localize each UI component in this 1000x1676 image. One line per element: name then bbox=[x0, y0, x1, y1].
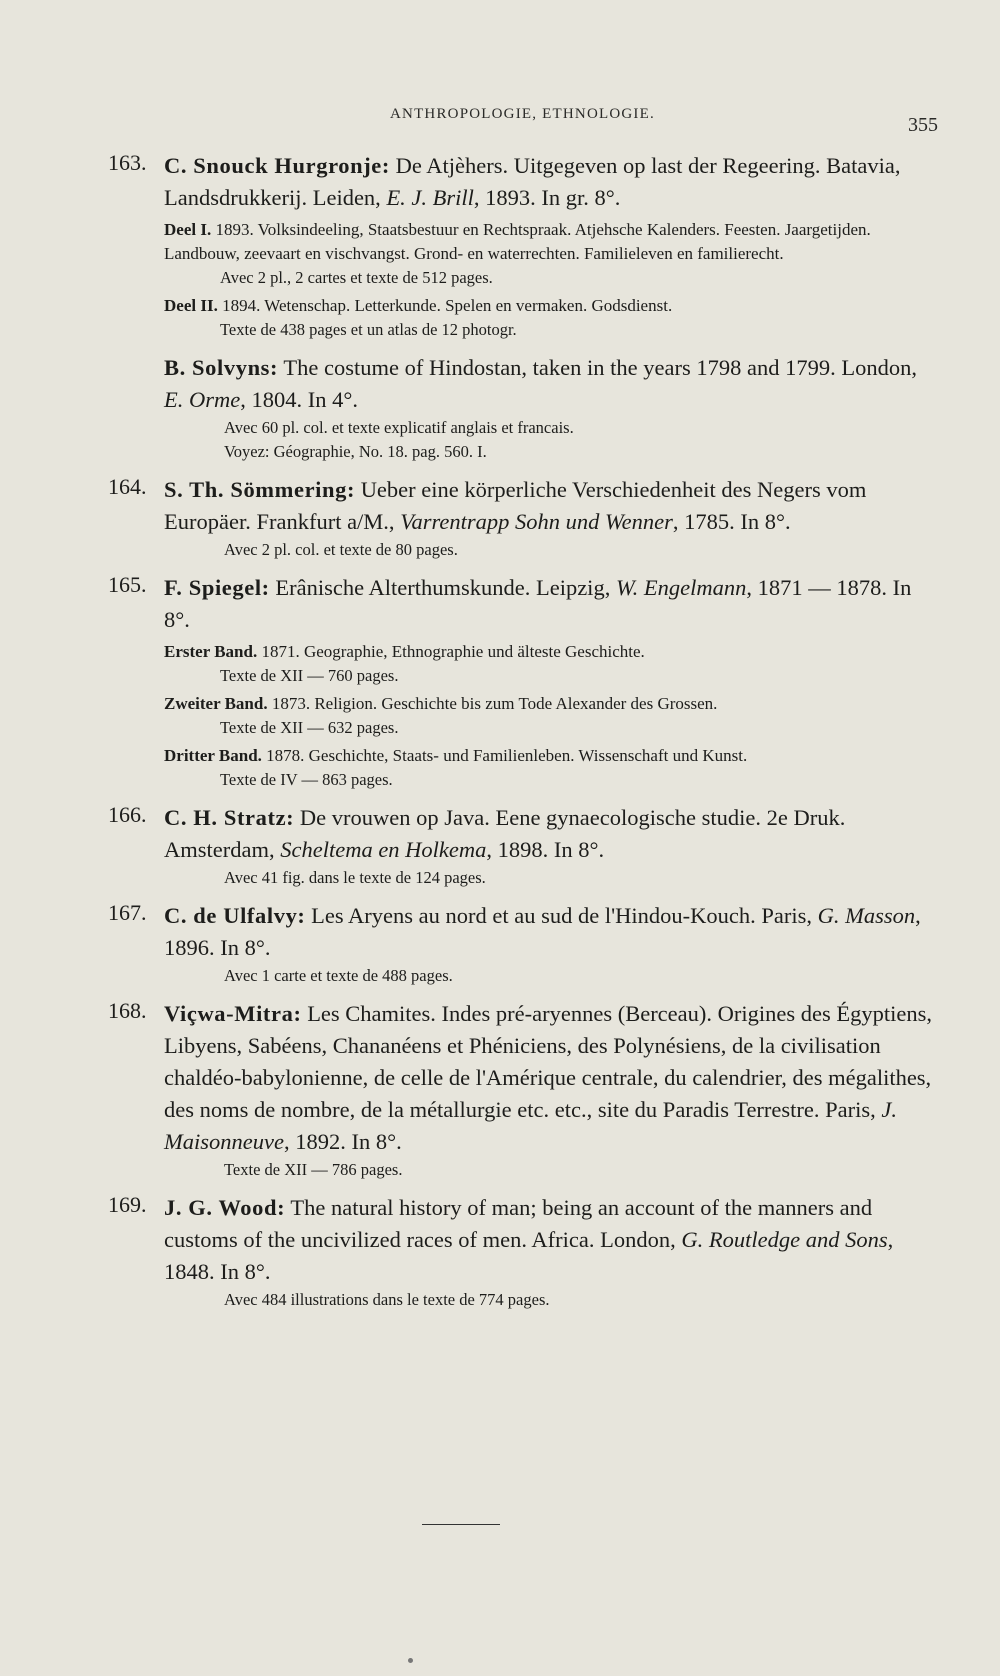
entry-author: C. Snouck Hurgronje: bbox=[164, 153, 390, 178]
entry-publisher: Varrentrapp Sohn und Wenner bbox=[400, 509, 673, 534]
entry-author: S. Th. Sömmering: bbox=[164, 477, 356, 502]
entry-note: Avec 60 pl. col. et texte explicatif anglais et francais. bbox=[224, 418, 574, 437]
entry-citation bbox=[164, 802, 938, 866]
bibliography-entry-169 bbox=[108, 1192, 938, 1312]
entry-author: Viçwa-Mitra: bbox=[164, 1001, 302, 1026]
entry-title: Les Chamites. Indes pré-aryennes (Berceau). Origines des Égyptiens, Libyens, Sabéens, Chananéens et Phéniciens, des Polynésiens, de la civilisation chaldéo-babylonienne, de celle de l'Amérique centrale, du calendrier, des mégalithes, des noms de nombre, de la métallurgie etc. etc., site du Paradis Terrestre. Paris, bbox=[164, 1001, 932, 1122]
entry-publisher: J. Maisonneuve bbox=[164, 1097, 898, 1154]
bibliography-entry-167 bbox=[108, 900, 938, 988]
volume-note: Texte de XII — 632 pages. bbox=[220, 718, 399, 737]
entry-number: 166. bbox=[108, 802, 147, 827]
section-separator-rule bbox=[422, 1524, 500, 1525]
volume-item bbox=[164, 692, 938, 740]
entry-note: Avec 2 pl. col. et texte de 80 pages. bbox=[224, 540, 458, 559]
entry-note: Avec 484 illustrations dans le texte de 774 pages. bbox=[224, 1290, 550, 1309]
volume-label: Deel I. bbox=[164, 220, 212, 239]
entry-title: Les Aryens au nord et au sud de l'Hindou-Kouch. Paris, bbox=[305, 903, 818, 928]
volume-label: Deel II. bbox=[164, 296, 218, 315]
entry-number: 164. bbox=[108, 474, 147, 499]
page-speck bbox=[408, 1658, 413, 1663]
entry-publisher: Scheltema en Holkema bbox=[280, 837, 487, 862]
entry-title: The costume of Hindostan, taken in the years 1798 and 1799. London, bbox=[278, 355, 917, 380]
entry-publisher: W. Engelmann bbox=[615, 575, 747, 600]
entry-imprint: , 1871 — 1878. In 8°. bbox=[164, 575, 912, 632]
entry-note: Voyez: Géographie, No. 18. pag. 560. I. bbox=[224, 442, 487, 461]
entry-citation bbox=[164, 572, 938, 636]
entry-author: C. H. Stratz: bbox=[164, 805, 295, 830]
volume-item bbox=[164, 640, 938, 688]
bibliography-entry-164 bbox=[108, 474, 938, 562]
entry-imprint: , 1893. In gr. 8°. bbox=[473, 185, 621, 210]
entry-publisher: E. Orme bbox=[164, 387, 241, 412]
volume-note: Texte de IV — 863 pages. bbox=[220, 770, 393, 789]
entry-author: F. Spiegel: bbox=[164, 575, 270, 600]
bibliography-entry-165 bbox=[108, 572, 938, 792]
volume-contents: 1871. Geographie, Ethnographie und älteste Geschichte. bbox=[257, 642, 645, 661]
bibliography-entry-168 bbox=[108, 998, 938, 1182]
bibliography-entry-163 bbox=[108, 150, 938, 342]
entry-publisher: G. Routledge and Sons bbox=[681, 1227, 888, 1252]
volume-label: Erster Band. bbox=[164, 642, 258, 661]
running-head: ANTHROPOLOGIE, ETHNOLOGIE. bbox=[390, 106, 655, 122]
bibliography-entries bbox=[108, 150, 938, 1322]
entry-citation bbox=[164, 998, 938, 1158]
entry-author: J. G. Wood: bbox=[164, 1195, 286, 1220]
volume-contents: 1873. Religion. Geschichte bis zum Tode Alexander des Grossen. bbox=[267, 694, 718, 713]
entry-number: 163. bbox=[108, 150, 147, 175]
entry-citation bbox=[164, 900, 938, 964]
entry-publisher: E. J. Brill bbox=[386, 185, 474, 210]
page-number: 355 bbox=[908, 114, 938, 136]
entry-number: 167. bbox=[108, 900, 147, 925]
entry-note: Texte de XII — 786 pages. bbox=[224, 1160, 403, 1179]
volume-note: Avec 2 pl., 2 cartes et texte de 512 pages. bbox=[220, 268, 493, 287]
volume-label: Zweiter Band. bbox=[164, 694, 268, 713]
entry-author: C. de Ulfalvy: bbox=[164, 903, 306, 928]
volume-note: Texte de XII — 760 pages. bbox=[220, 666, 399, 685]
entry-citation bbox=[164, 150, 938, 214]
entry-title: Ueber eine körperliche Verschiedenheit des Negers vom Europäer. Frankfurt a/M., bbox=[164, 477, 867, 534]
entry-imprint: , 1848. In 8°. bbox=[164, 1227, 894, 1284]
volume-note: Texte de 438 pages et un atlas de 12 photogr. bbox=[220, 320, 517, 339]
volume-contents: 1894. Wetenschap. Letterkunde. Spelen en vermaken. Godsdienst. bbox=[217, 296, 673, 315]
volume-item bbox=[164, 294, 938, 342]
entry-title: De vrouwen op Java. Eene gynaecologische studie. 2e Druk. Amsterdam, bbox=[164, 805, 846, 862]
volume-label: Dritter Band. bbox=[164, 746, 262, 765]
entry-title: Erânische Alterthumskunde. Leipzig, bbox=[269, 575, 616, 600]
entry-imprint: , 1896. In 8°. bbox=[164, 903, 921, 960]
volume-contents: 1878. Geschichte, Staats- und Familienleben. Wissenschaft und Kunst. bbox=[261, 746, 748, 765]
entry-number: 165. bbox=[108, 572, 147, 597]
entry-citation bbox=[164, 352, 938, 416]
entry-note: Avec 1 carte et texte de 488 pages. bbox=[224, 966, 453, 985]
entry-note: Avec 41 fig. dans le texte de 124 pages. bbox=[224, 868, 486, 887]
entry-imprint: , 1785. In 8°. bbox=[672, 509, 791, 534]
entry-citation bbox=[164, 474, 938, 538]
bibliography-entry-solvyns bbox=[108, 352, 938, 464]
entry-title: De Atjèhers. Uitgegeven op last der Regeering. Batavia, Landsdrukkerij. Leiden, bbox=[164, 153, 901, 210]
volume-item bbox=[164, 744, 938, 792]
entry-author: B. Solvyns: bbox=[164, 355, 279, 380]
entry-imprint: , 1892. In 8°. bbox=[283, 1129, 402, 1154]
entry-imprint: , 1804. In 4°. bbox=[240, 387, 358, 412]
bibliography-entry-166 bbox=[108, 802, 938, 890]
entry-imprint: , 1898. In 8°. bbox=[486, 837, 605, 862]
entry-title: The natural history of man; being an account of the manners and customs of the uncivilized races of men. Africa. London, bbox=[164, 1195, 873, 1252]
entry-publisher: G. Masson bbox=[817, 903, 916, 928]
entry-number: 169. bbox=[108, 1192, 147, 1217]
volume-item bbox=[164, 218, 938, 290]
entry-citation bbox=[164, 1192, 938, 1288]
entry-number: 168. bbox=[108, 998, 147, 1023]
volume-contents: 1893. Volksindeeling, Staatsbestuur en Rechtspraak. Atjehsche Kalenders. Feesten. Jaargetijden. Landbouw, zeevaart en vischvangst. Grond- en waterrechten. Familieleven en familierecht. bbox=[164, 220, 871, 263]
